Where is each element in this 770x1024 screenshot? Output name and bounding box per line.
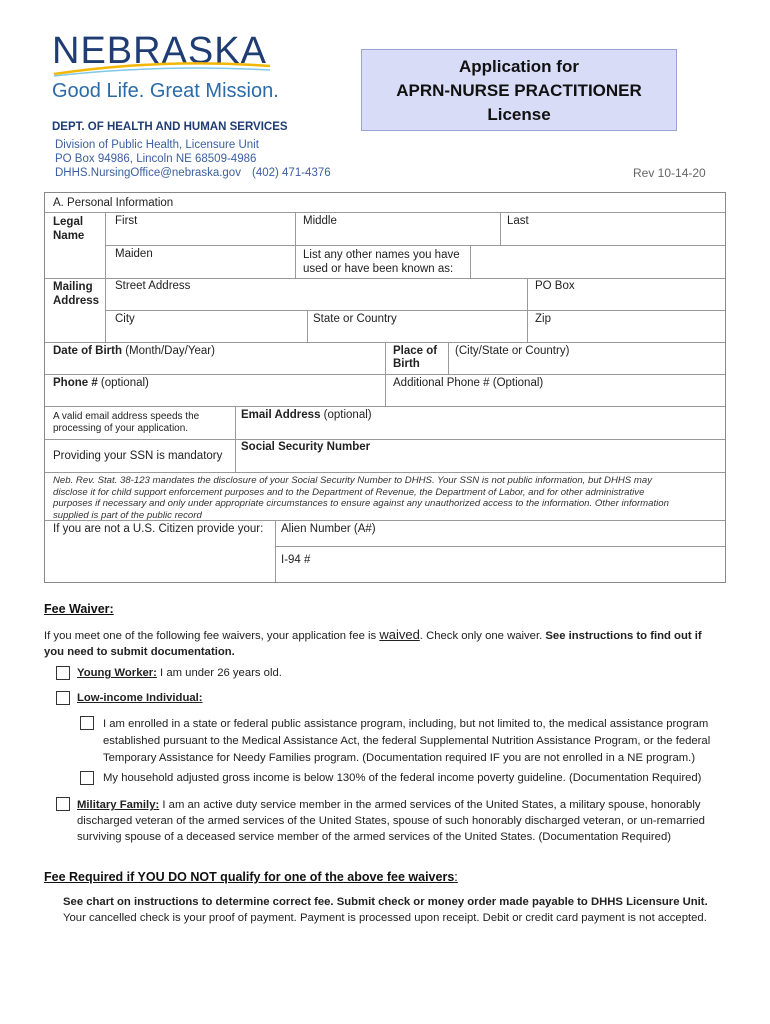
logo-state-name: NEBRASKA <box>52 30 267 72</box>
ssn-field[interactable]: Social Security Number <box>241 441 371 453</box>
last-name-field[interactable]: Last <box>507 215 529 227</box>
fee-required-payment-note: Your cancelled check is your proof of payment. Payment is processed upon receipt. Debit or credit card payment is not accepted. <box>63 912 707 924</box>
i94-number-field[interactable]: I-94 # <box>281 554 311 566</box>
state-country-field[interactable]: State or Country <box>313 313 397 325</box>
place-of-birth-field[interactable]: (City/State or Country) <box>455 345 570 357</box>
military-family-option: Military Family: I am an active duty service member in the armed services of the United States, a military spouse, honorably discharged veteran of the armed services of the United States, spouse of such honorably discharged veteran, or un-remarried surviving spouse of a deceased service member of the armed services of the United States. (Documentation Required) <box>77 799 705 843</box>
title-line-2: APRN-NURSE PRACTITIONER <box>396 81 642 100</box>
public-assistance-checkbox[interactable] <box>80 716 94 730</box>
logo-department: DEPT. OF HEALTH AND HUMAN SERVICES <box>52 121 288 133</box>
contact-email: DHHS.NursingOffice@nebraska.gov <box>55 167 241 179</box>
street-address-field[interactable]: Street Address <box>115 280 191 292</box>
personal-information-form <box>44 192 726 583</box>
middle-name-field[interactable]: Middle <box>303 215 337 227</box>
fee-waiver-heading: Fee Waiver: <box>44 602 114 616</box>
young-worker-checkbox[interactable] <box>56 666 70 680</box>
fee-waiver-intro: If you meet one of the following fee waivers, your application fee is waived. Check only one waiver. See instructions to find out if you need to submit documentation. <box>44 627 702 658</box>
date-of-birth-field[interactable]: Date of Birth (Month/Day/Year) <box>53 345 215 357</box>
logo-swoosh-icon <box>52 60 272 78</box>
maiden-name-field[interactable]: Maiden <box>115 248 153 260</box>
phone-field[interactable]: Phone # (optional) <box>53 377 149 389</box>
household-income-checkbox[interactable] <box>80 771 94 785</box>
low-income-label: Low-income Individual: <box>77 692 203 704</box>
non-citizen-label: If you are not a U.S. Citizen provide your: <box>53 523 264 535</box>
email-note: A valid email address speeds the processing of your application. <box>53 411 200 434</box>
title-line-3: License <box>487 105 551 124</box>
fee-required-heading: Fee Required if YOU DO NOT qualify for one of the above fee waivers: <box>44 870 458 884</box>
alien-number-field[interactable]: Alien Number (A#) <box>281 523 376 535</box>
section-title: A. Personal Information <box>53 197 174 209</box>
email-address-field[interactable]: Email Address (optional) <box>241 409 372 421</box>
fee-required-instruction: See chart on instructions to determine correct fee. Submit check or money order made payable to DHHS Licensure Unit. <box>63 896 708 908</box>
address-line-2: PO Box 94986, Lincoln NE 68509-4986 <box>55 153 257 165</box>
ssn-statute-notice: Neb. Rev. Stat. 38-123 mandates the disclosure of your Social Security Number to DHHS. Your SSN is not public information, but DHHS may disclose it for child support enforcement purposes and to the Department of Revenue, the Department of Labor, and for other administrative purposes if necessary and only under appropriate circumstances to ensure against any unauthorized access to the information. Other information supplied is part of the public record <box>53 475 669 521</box>
mailing-address-label: Mailing Address <box>53 281 100 307</box>
young-worker-option: Young Worker: I am under 26 years old. <box>77 667 282 679</box>
military-family-checkbox[interactable] <box>56 797 70 811</box>
title-line-1: Application for <box>459 57 579 76</box>
revision-date: Rev 10-14-20 <box>633 166 706 180</box>
other-names-label: List any other names you have used or have been known as: <box>303 249 460 275</box>
ssn-note: Providing your SSN is mandatory <box>53 450 223 462</box>
po-box-field[interactable]: PO Box <box>535 280 575 292</box>
public-assistance-option: I am enrolled in a state or federal public assistance program, including, but not limited to, the medical assistance program established pursuant to the Medical Assistance Act, the federal Supplemental Nutrition Assistance Program, or the federal Temporary Assistance for Needy Families program. (Documentation required IF you are not enrolled in a NE program.) <box>103 718 711 764</box>
form-title-box <box>361 49 677 131</box>
contact-phone: (402) 471-4376 <box>252 167 331 179</box>
address-line-1: Division of Public Health, Licensure Unit <box>55 139 259 151</box>
zip-field[interactable]: Zip <box>535 313 551 325</box>
logo-tagline: Good Life. Great Mission. <box>52 80 279 102</box>
city-field[interactable]: City <box>115 313 135 325</box>
legal-name-label: Legal Name <box>53 216 85 242</box>
additional-phone-field[interactable]: Additional Phone # (Optional) <box>393 377 544 389</box>
first-name-field[interactable]: First <box>115 215 138 227</box>
low-income-checkbox[interactable] <box>56 691 70 705</box>
household-income-option: My household adjusted gross income is below 130% of the federal income poverty guideline. (Documentation Required) <box>103 772 702 784</box>
other-names-field[interactable] <box>475 248 720 274</box>
place-of-birth-label: Place of Birth <box>393 345 438 370</box>
